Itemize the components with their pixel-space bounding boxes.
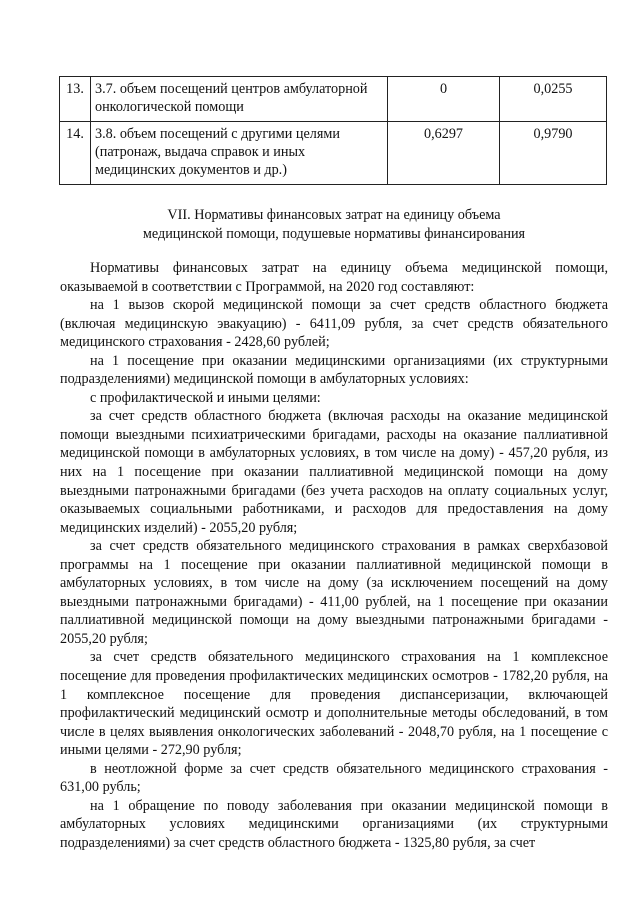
paragraph: на 1 обращение по поводу заболевания при оказании медицинской помощи в амбулаторных условиях медицинскими организациями (их структурными подразделениями) за счет средств областного бюджета - 1325,80 рубля, за счет: [60, 797, 608, 851]
row-name-line: медицинских документов и др.): [95, 162, 287, 178]
table-row: [60, 122, 607, 185]
section-heading-line: медицинской помощи, подушевые нормативы финансирования: [142, 226, 526, 242]
row-name-line: 3.7. объем посещений центров амбулаторной: [95, 81, 368, 97]
paragraph: на 1 вызов скорой медицинской помощи за счет средств областного бюджета (включая медицинскую эвакуацию) - 6411,09 рубля, за счет средств обязательного медицинского страхования - 2428,60 рублей;: [60, 297, 608, 351]
row-value-2: 0,0255: [500, 77, 607, 122]
row-value-1: 0: [388, 77, 500, 122]
paragraph: за счет средств областного бюджета (включая расходы на оказание медицинской помощи выездными психиатрическими бригадами, расходы на оказание паллиативной медицинской помощи в амбулаторных условиях, в том числе на дому) - 457,20 рубля, из них на 1 посещение при оказании паллиативной медицинской помощи на дому выездными патронажными бригадами (без учета расходов на оплату социальных услуг, оказываемых социальными работниками, и расходов для предоставления на дому медицинских изделий) - 2055,20 рубля;: [60, 408, 608, 536]
row-number: 14.: [60, 122, 91, 185]
paragraph: с профилактической и иными целями:: [90, 389, 321, 406]
paragraph: за счет средств обязательного медицинского страхования на 1 комплексное посещение для проведения профилактических медицинских осмотров - 1782,20 рубля, на 1 комплексное посещение для проведения диспансеризации, включающей профилактический медицинский осмотр и дополнительные методы обследований, в том числе в целях выявления онкологических заболеваний - 2048,70 рубля, на 1 посещение с иными целями - 272,90 рубля;: [60, 649, 608, 759]
row-number: 13.: [60, 77, 91, 122]
row-value-2: 0,9790: [500, 122, 607, 185]
row-name-line: онкологической помощи: [95, 99, 244, 115]
paragraph: Нормативы финансовых затрат на единицу объема медицинской помощи, оказываемой в соответствии с Программой, на 2020 год составляют:: [60, 260, 608, 295]
indicators-table: [59, 76, 607, 185]
row-value-1: 0,6297: [388, 122, 500, 185]
row-name: [91, 122, 388, 185]
section-heading: [60, 206, 608, 244]
paragraph: на 1 посещение при оказании медицинскими организациями (их структурными подразделениями) медицинской помощи в амбулаторных условиях:: [60, 352, 608, 388]
paragraph: в неотложной форме за счет средств обязательного медицинского страхования - 631,00 рубль;: [60, 760, 608, 796]
paragraph: за счет средств обязательного медицинского страхования в рамках сверхбазовой программы на 1 посещение при оказании паллиативной медицинской помощи в амбулаторных условиях, в том числе на дому (за исключением посещений на дому выездными патронажными бригадами) - 411,00 рублей, на 1 посещение при оказании паллиативной медицинской помощи на дому выездными патронажными бригадами - 2055,20 рубля;: [60, 538, 608, 647]
row-name: [91, 77, 388, 122]
section-heading-line: VII. Нормативы финансовых затрат на единицу объема: [167, 207, 501, 223]
body-text: [60, 259, 608, 853]
row-name-line: (патронаж, выдача справок и иных: [95, 144, 306, 160]
row-name-line: 3.8. объем посещений с другими целями: [95, 126, 340, 142]
table-row: [60, 77, 607, 122]
